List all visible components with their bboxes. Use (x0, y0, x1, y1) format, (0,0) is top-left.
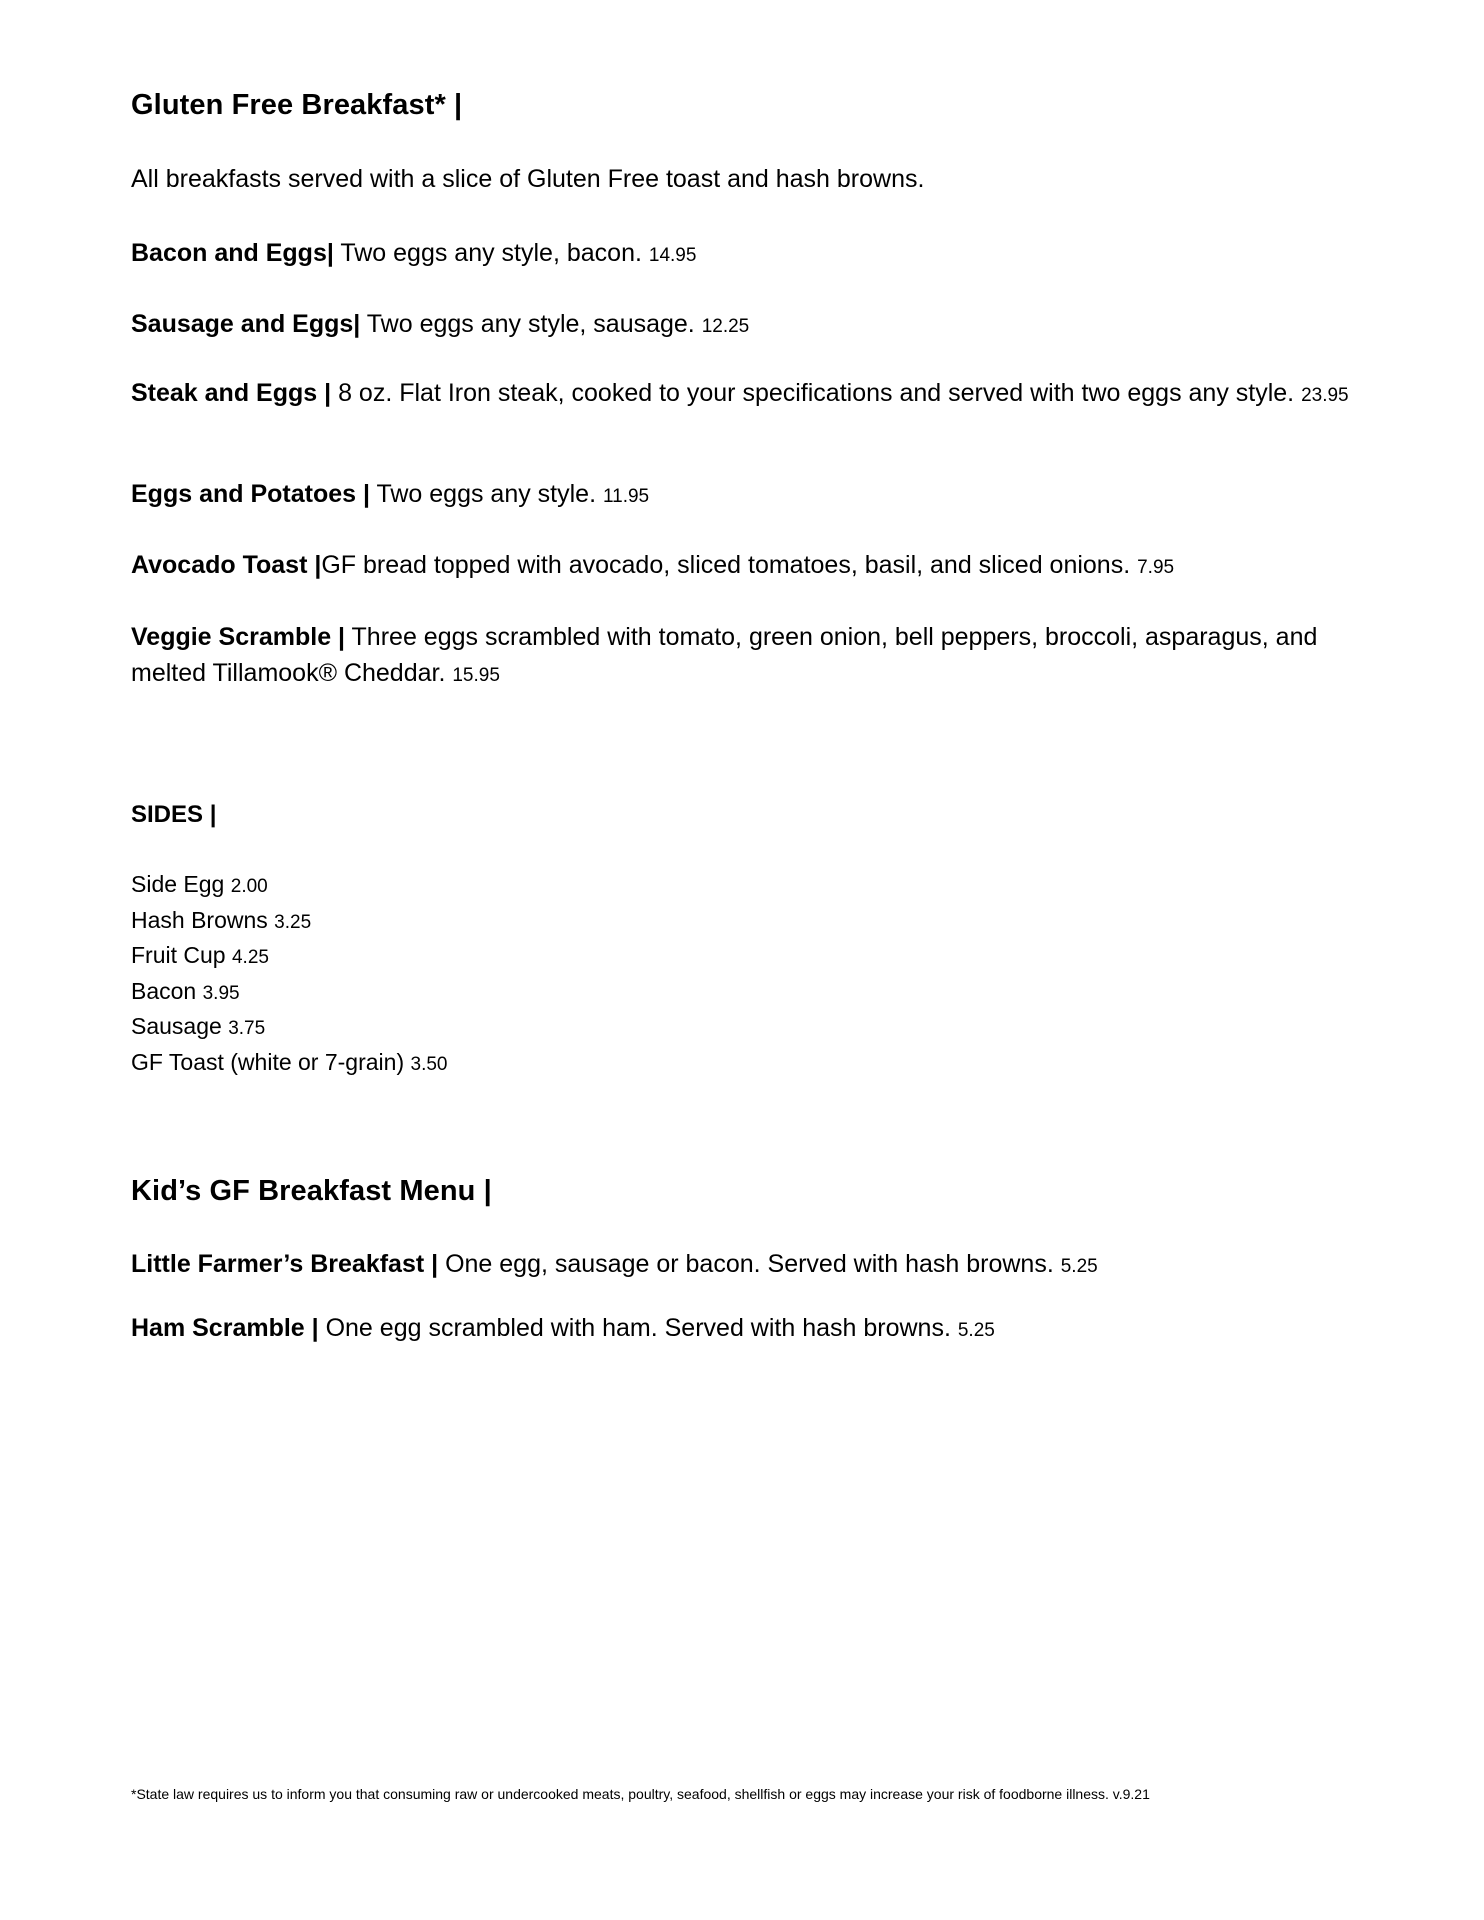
menu-page (131, 0, 1371, 1920)
side-item-name: Hash Browns (131, 906, 275, 933)
menu-item-price: 5.25 (957, 1320, 995, 1341)
menu-item-name: Avocado Toast | (131, 551, 322, 579)
menu-item-description: Two eggs any style, sausage. (360, 310, 702, 338)
menu-item-price: 11.95 (602, 486, 650, 507)
side-item-side-egg (131, 868, 448, 904)
menu-item-description: GF bread topped with avocado, sliced tomatoes, basil, and sliced onions. (321, 551, 1138, 579)
menu-item-description: Two eggs any style. (369, 480, 603, 508)
menu-item-price: 23.95 (1301, 385, 1349, 406)
food-safety-footnote: *State law requires us to inform you that consuming raw or undercooked meats, poultry, seafood, shellfish or eggs may increase your risk of foodborne illness. v.9.21 (131, 1786, 1150, 1802)
side-item-price: 3.95 (202, 982, 240, 1004)
side-item-price: 2.00 (230, 876, 268, 897)
menu-item-description: One egg scrambled with ham. Served with hash browns. (318, 1314, 958, 1342)
side-item-name: Bacon (131, 977, 203, 1004)
menu-item-price: 5.25 (1060, 1256, 1098, 1277)
menu-item-avocado-toast (131, 547, 1371, 586)
menu-item-price: 15.95 (452, 665, 500, 686)
menu-item-veggie-scramble (131, 619, 1371, 694)
side-item-gf-toast (131, 1046, 448, 1082)
menu-item-name: Little Farmer’s Breakfast | (131, 1250, 439, 1278)
menu-item-bacon-and-eggs (131, 235, 1371, 274)
side-item-name: Fruit Cup (131, 942, 232, 968)
sides-list (131, 868, 448, 1081)
menu-item-name: Veggie Scramble | (131, 623, 346, 651)
menu-item-price: 7.95 (1137, 557, 1175, 578)
menu-item-name: Eggs and Potatoes | (131, 480, 370, 508)
menu-item-sausage-and-eggs (131, 306, 1371, 345)
side-item-price: 4.25 (231, 947, 269, 968)
breakfast-section-title: Gluten Free Breakfast* | (131, 89, 463, 121)
side-item-price: 3.75 (228, 1018, 266, 1039)
menu-item-little-farmers-breakfast (131, 1246, 1371, 1285)
menu-item-price: 14.95 (648, 245, 697, 266)
side-item-price: 3.25 (274, 911, 312, 933)
side-item-name: GF Toast (white or 7-grain) (131, 1048, 411, 1075)
side-item-name: Side Egg (131, 871, 231, 897)
menu-item-ham-scramble (131, 1310, 1371, 1349)
menu-item-eggs-and-potatoes (131, 476, 1371, 515)
side-item-fruit-cup (131, 939, 448, 975)
menu-item-steak-and-eggs (131, 378, 1371, 411)
menu-item-description: Two eggs any style, bacon. (333, 239, 649, 267)
menu-item-name: Bacon and Eggs| (131, 239, 334, 267)
side-item-price: 3.50 (410, 1053, 448, 1075)
breakfast-intro: All breakfasts served with a slice of Gluten Free toast and hash browns. (131, 165, 925, 193)
side-item-bacon (131, 975, 448, 1011)
kids-section-title: Kid’s GF Breakfast Menu | (131, 1175, 492, 1207)
side-item-sausage (131, 1010, 448, 1046)
sides-section-title: SIDES | (131, 801, 217, 828)
menu-item-name: Sausage and Eggs| (131, 310, 361, 338)
menu-item-price: 12.25 (701, 316, 750, 337)
menu-item-description: One egg, sausage or bacon. Served with hash browns. (438, 1250, 1061, 1278)
side-item-name: Sausage (131, 1013, 229, 1039)
side-item-hash-browns (131, 904, 448, 940)
menu-item-name: Ham Scramble | (131, 1314, 319, 1342)
menu-item-description: 8 oz. Flat Iron steak, cooked to your specifications and served with two eggs any style. (331, 379, 1302, 407)
menu-item-description: Three eggs scrambled with tomato, green onion, bell peppers, broccoli, asparagus, and melted Tillamook® Cheddar. (131, 623, 1318, 687)
menu-item-name: Steak and Eggs | (131, 379, 332, 407)
